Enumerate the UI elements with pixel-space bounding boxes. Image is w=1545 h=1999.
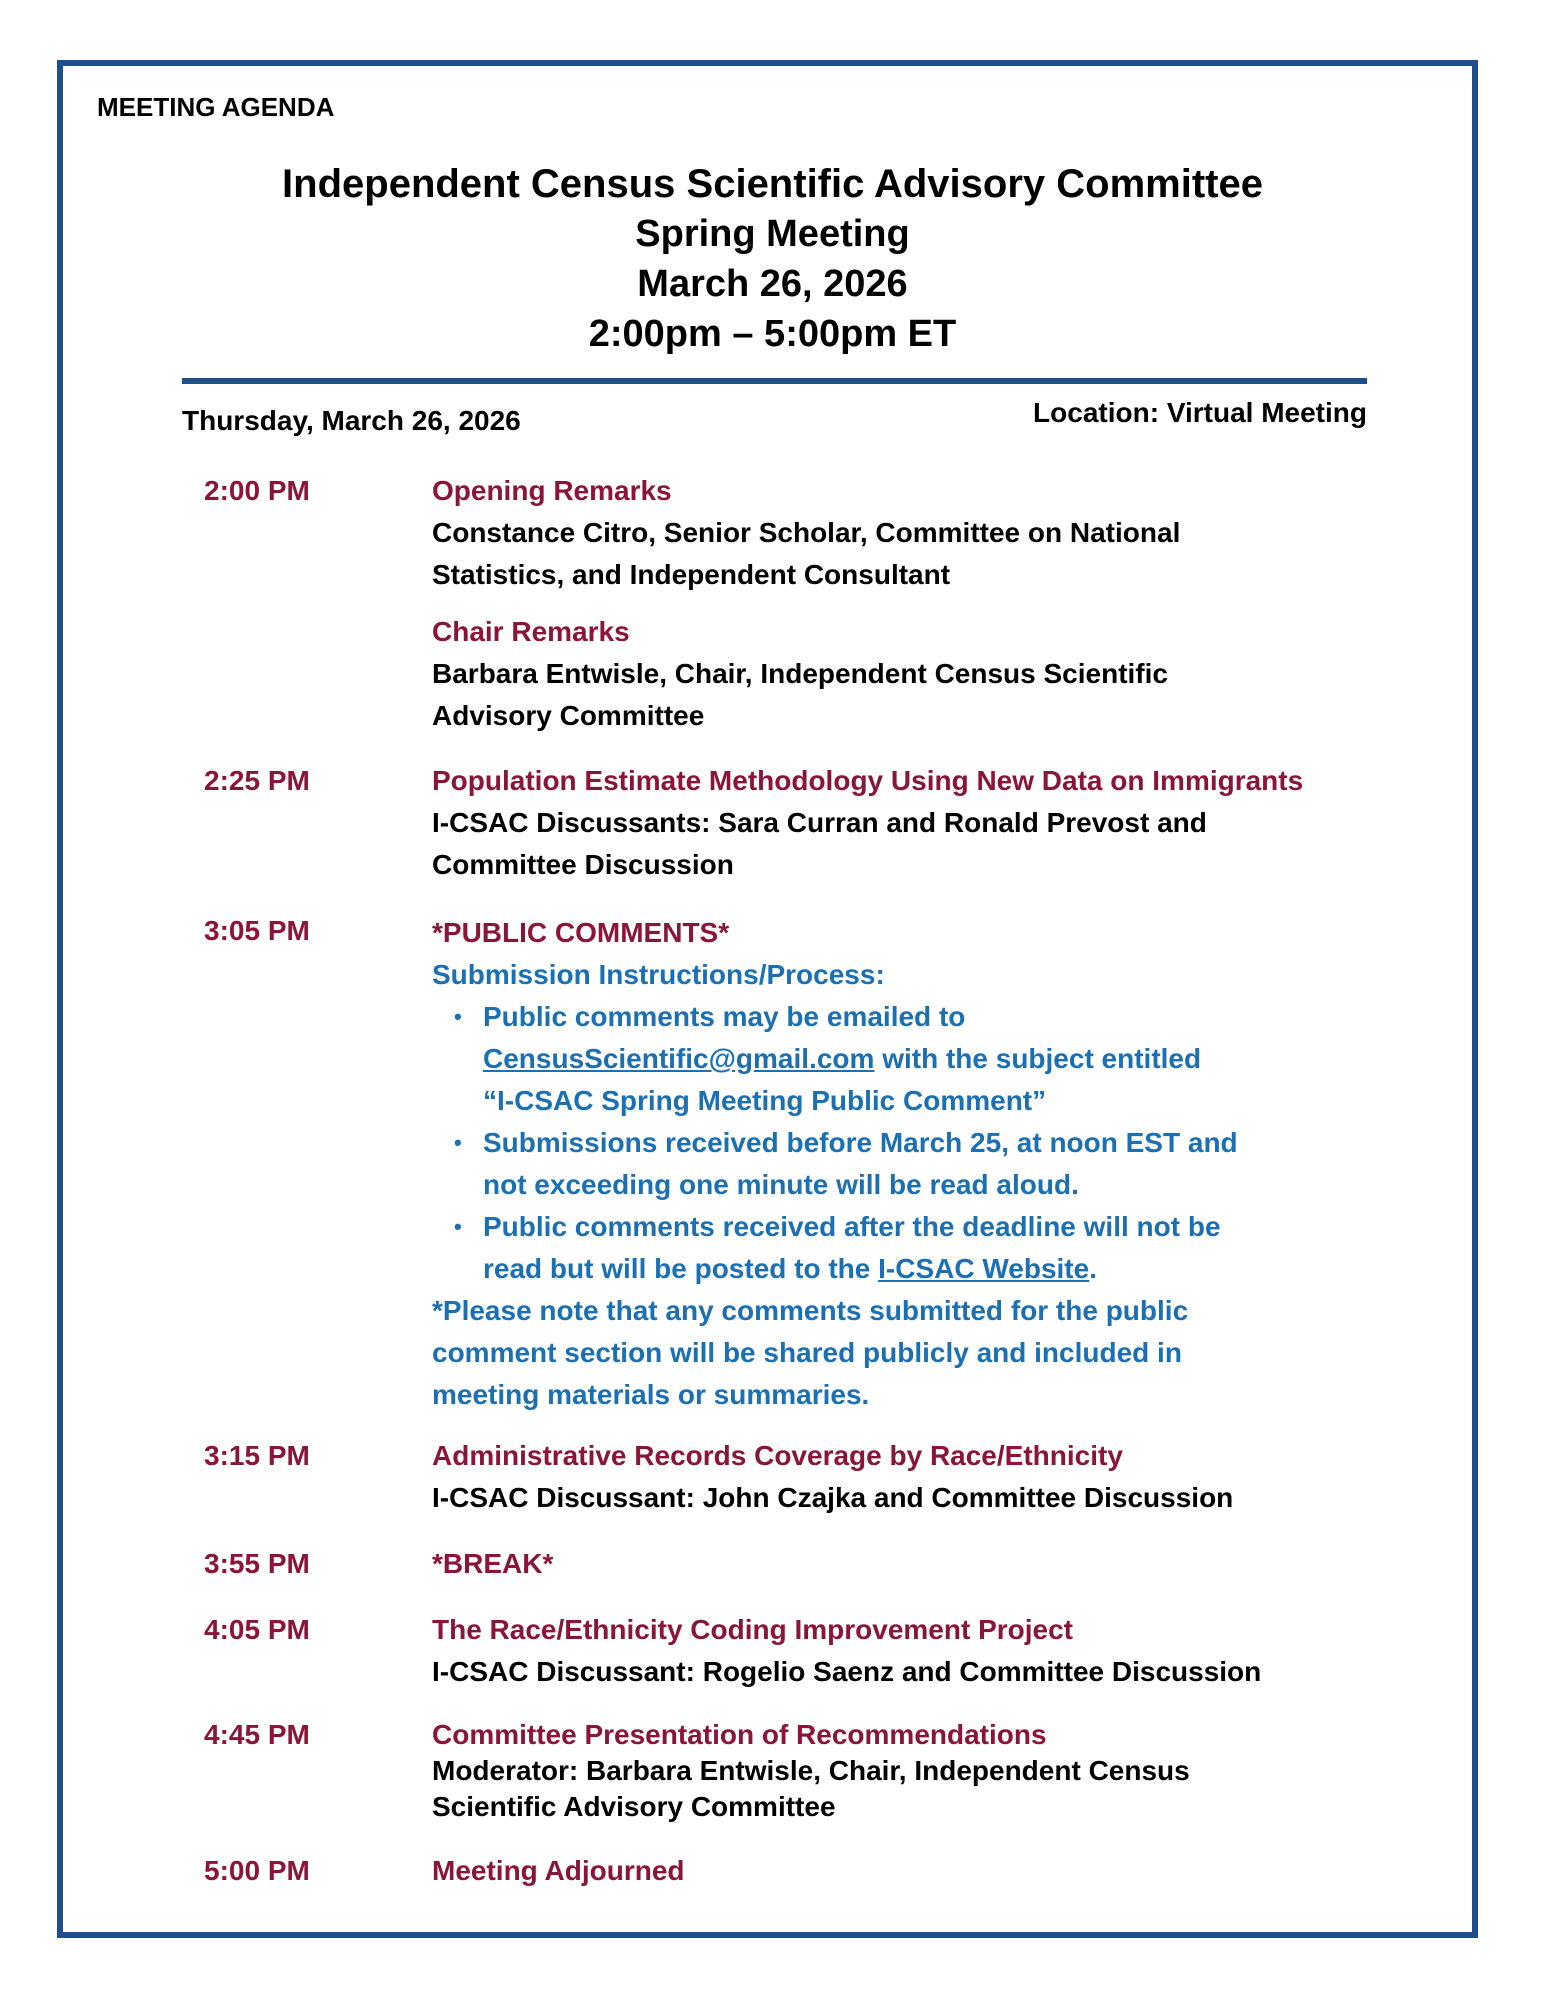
agenda-item-admin-records <box>432 1435 1233 1519</box>
agenda-item-public-comments <box>432 912 1238 1416</box>
time-recommendations: 4:45 PM <box>204 1719 310 1750</box>
item-title: The Race/Ethnicity Coding Improvement Project <box>432 1614 1074 1645</box>
bullet-text: Public comments may be emailed to <box>483 1001 966 1032</box>
agenda-item-coding <box>432 1609 1261 1693</box>
time-public-comments: 3:05 PM <box>204 915 310 946</box>
item-title: Opening Remarks <box>432 475 672 506</box>
agenda-item-recommendations <box>432 1717 1190 1825</box>
public-note: comment section will be shared publicly and included in <box>432 1337 1182 1368</box>
bullet-icon: • <box>454 1004 462 1029</box>
email-link[interactable]: CensusScientific@gmail.com <box>483 1043 875 1074</box>
agenda-location: Location: Virtual Meeting <box>1033 397 1367 428</box>
bullet-text: not exceeding one minute will be read aloud. <box>483 1169 1079 1200</box>
item-title: Population Estimate Methodology Using New Data on Immigrants <box>432 765 1304 796</box>
agenda-item-break <box>432 1543 553 1585</box>
item-detail: Constance Citro, Senior Scholar, Committee on National <box>432 517 1181 548</box>
item-detail: Committee Discussion <box>432 849 734 880</box>
bullet-text: “I-CSAC Spring Meeting Public Comment” <box>483 1085 1047 1116</box>
bullet-text: Public comments received after the deadline will not be <box>483 1211 1221 1242</box>
item-detail: Advisory Committee <box>432 700 705 731</box>
time-adjourn: 5:00 PM <box>204 1855 310 1886</box>
committee-title: Independent Census Scientific Advisory Committee <box>282 162 1263 206</box>
item-title: Administrative Records Coverage by Race/Ethnicity <box>432 1440 1123 1471</box>
meeting-time: 2:00pm – 5:00pm ET <box>588 313 957 355</box>
bullet-icon: • <box>454 1130 462 1155</box>
time-opening: 2:00 PM <box>204 475 310 506</box>
time-population: 2:25 PM <box>204 765 310 796</box>
bullet-icon: • <box>454 1214 462 1239</box>
item-detail: I-CSAC Discussant: Rogelio Saenz and Committee Discussion <box>432 1656 1262 1687</box>
item-title: Meeting Adjourned <box>432 1855 685 1886</box>
list-item <box>432 1206 1238 1290</box>
public-note: meeting materials or summaries. <box>432 1379 870 1410</box>
time-admin-records: 3:15 PM <box>204 1440 310 1471</box>
submission-list <box>432 996 1238 1290</box>
item-detail: I-CSAC Discussants: Sara Curran and Ronald Prevost and <box>432 807 1207 838</box>
agenda-item-population <box>432 760 1303 886</box>
meeting-agenda-label: MEETING AGENDA <box>97 92 335 122</box>
meeting-subtitle: Spring Meeting <box>635 213 910 255</box>
list-item <box>432 996 1238 1122</box>
item-detail: I-CSAC Discussant: John Czajka and Committee Discussion <box>432 1482 1234 1513</box>
agenda-day: Thursday, March 26, 2026 <box>182 405 521 436</box>
header-divider <box>182 378 1367 384</box>
bullet-text <box>483 1038 1238 1080</box>
item-detail: Moderator: Barbara Entwisle, Chair, Independent Census <box>432 1755 1190 1786</box>
item-detail: Scientific Advisory Committee <box>432 1791 836 1822</box>
item-title: Chair Remarks <box>432 616 630 647</box>
bullet-text-pre: read but will be posted to the <box>483 1253 879 1284</box>
bullet-text-rest: with the subject entitled <box>874 1043 1202 1074</box>
time-coding: 4:05 PM <box>204 1614 310 1645</box>
meeting-date: March 26, 2026 <box>637 263 908 305</box>
bullet-text <box>483 1248 1238 1290</box>
item-title: Committee Presentation of Recommendations <box>432 1719 1047 1750</box>
item-title: *PUBLIC COMMENTS* <box>432 917 730 948</box>
agenda-item-adjourn <box>432 1850 685 1892</box>
public-note: *Please note that any comments submitted for the public <box>432 1295 1189 1326</box>
icsac-website-link[interactable]: I-CSAC Website <box>878 1253 1090 1284</box>
submission-instructions: Submission Instructions/Process: <box>432 959 885 990</box>
list-item <box>432 1122 1238 1206</box>
agenda-item-opening <box>432 470 1180 596</box>
time-break: 3:55 PM <box>204 1548 310 1579</box>
agenda-item-chair <box>432 611 1168 737</box>
bullet-text: Submissions received before March 25, at noon EST and <box>483 1127 1238 1158</box>
item-title: *BREAK* <box>432 1548 554 1579</box>
item-detail: Statistics, and Independent Consultant <box>432 559 951 590</box>
bullet-text-post: . <box>1089 1253 1097 1284</box>
item-detail: Barbara Entwisle, Chair, Independent Census Scientific <box>432 658 1168 689</box>
